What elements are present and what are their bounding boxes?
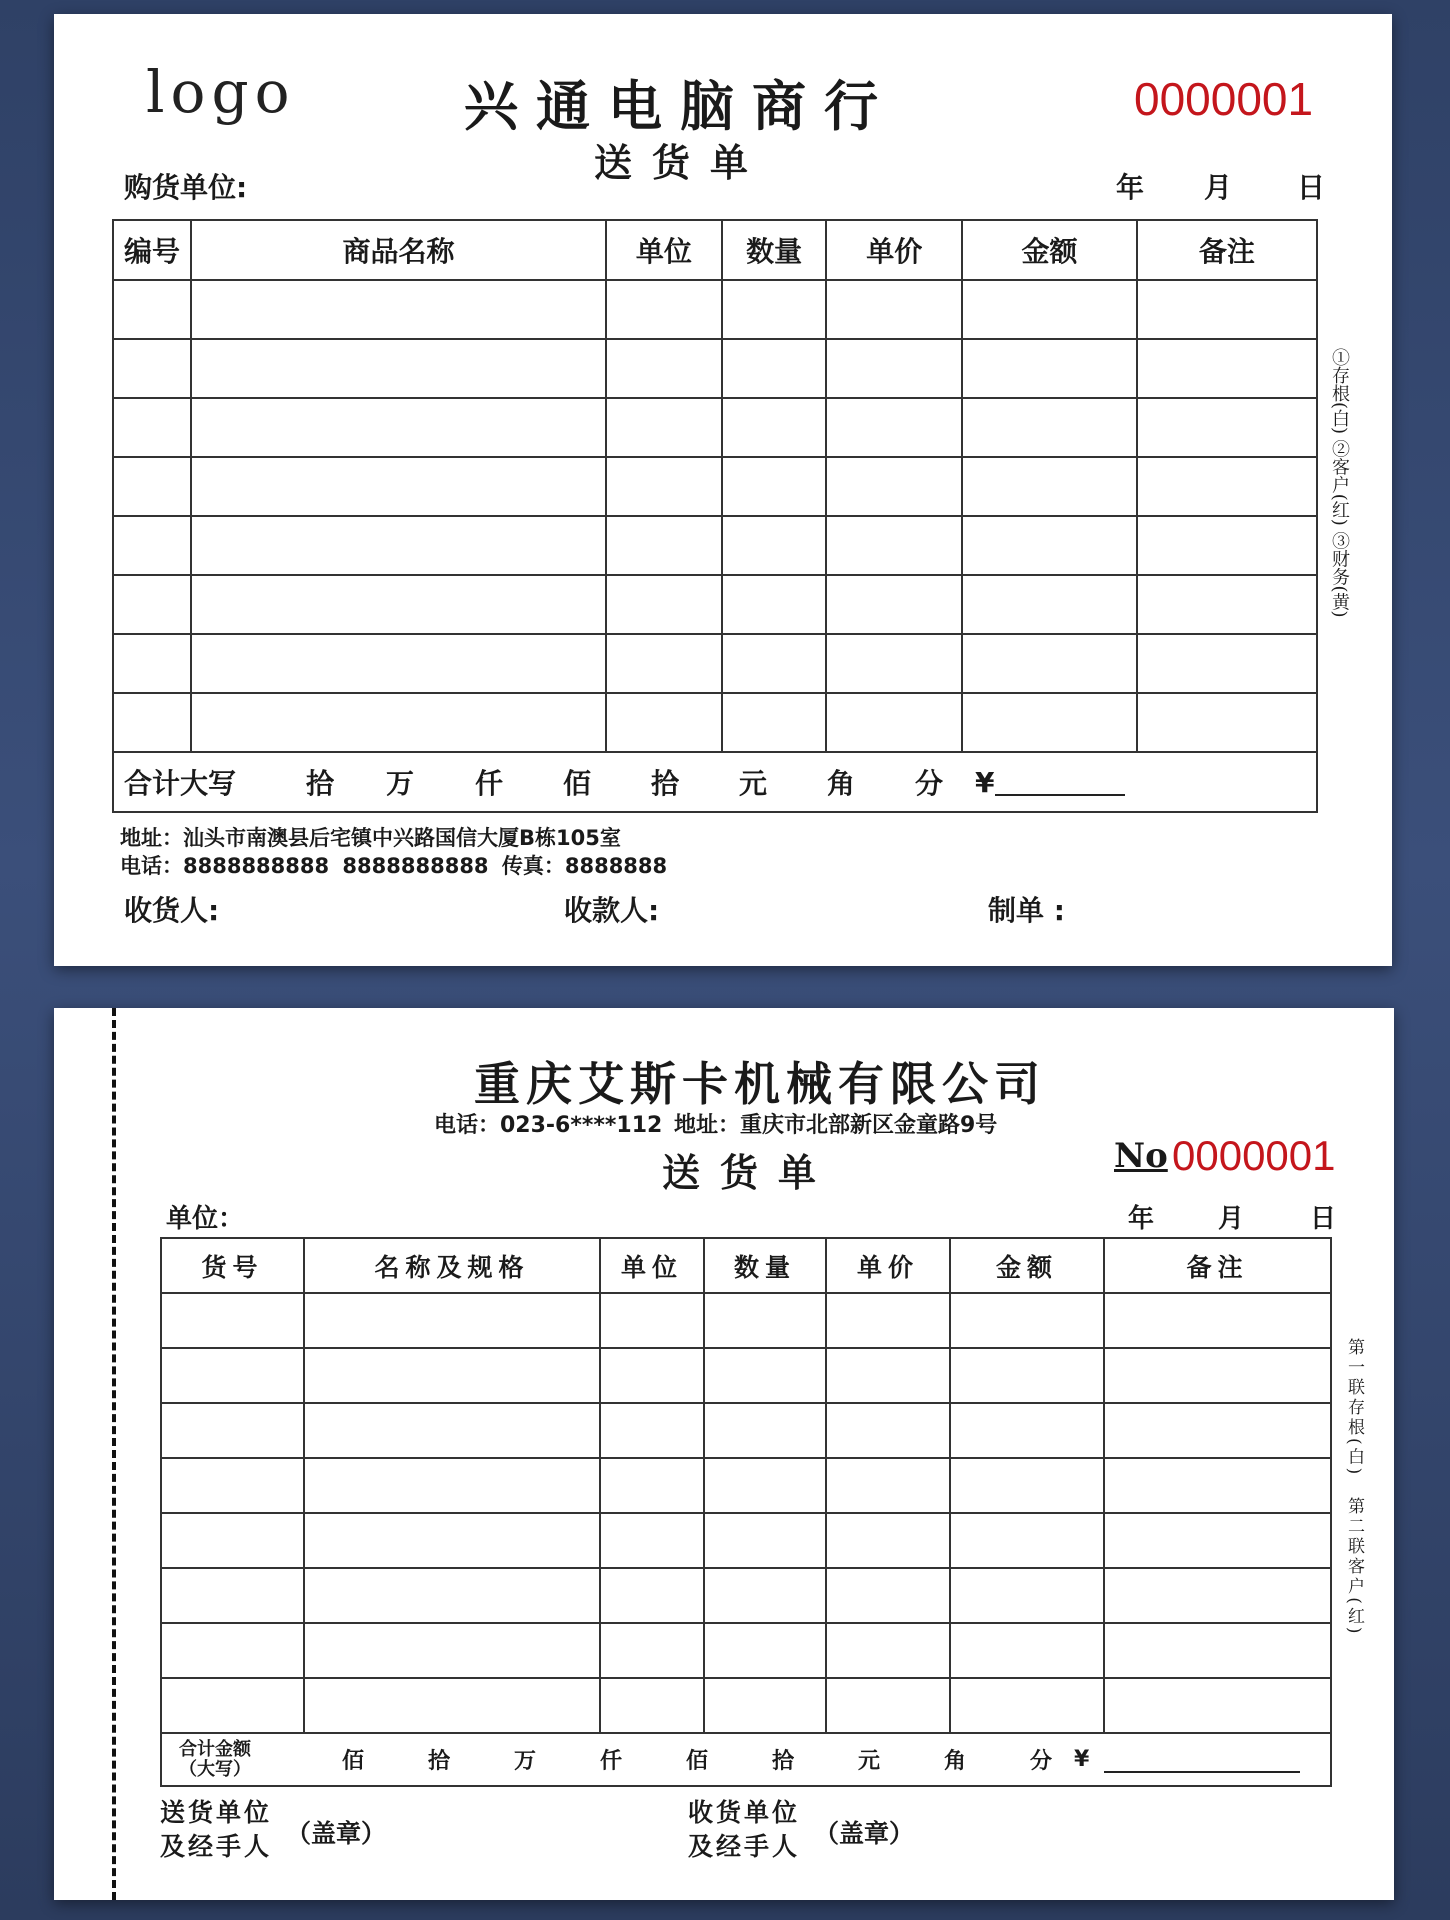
table-cell[interactable] bbox=[600, 1348, 704, 1403]
table-cell[interactable] bbox=[950, 1348, 1104, 1403]
table-cell[interactable] bbox=[191, 398, 606, 457]
yen-sign: ¥ bbox=[975, 765, 995, 799]
table-cell[interactable] bbox=[704, 1348, 826, 1403]
table-cell[interactable] bbox=[704, 1623, 826, 1678]
table-cell[interactable] bbox=[606, 516, 722, 575]
table-row bbox=[113, 634, 1317, 693]
number-label: No bbox=[1114, 1136, 1168, 1176]
table-cell[interactable] bbox=[1137, 339, 1317, 398]
table-cell[interactable] bbox=[161, 1348, 304, 1403]
table-cell[interactable] bbox=[606, 280, 722, 339]
total-unit-yuan: 元 bbox=[858, 1749, 881, 1774]
table-cell[interactable] bbox=[826, 280, 962, 339]
total-row bbox=[113, 752, 1317, 812]
table-cell[interactable] bbox=[304, 1293, 600, 1348]
table-cell[interactable] bbox=[161, 1568, 304, 1623]
table-cell[interactable] bbox=[600, 1678, 704, 1733]
table-cell[interactable] bbox=[600, 1568, 704, 1623]
table-cell[interactable] bbox=[950, 1458, 1104, 1513]
table-cell[interactable] bbox=[1104, 1348, 1331, 1403]
table-cell[interactable] bbox=[304, 1513, 600, 1568]
table-cell[interactable] bbox=[191, 634, 606, 693]
table-cell[interactable] bbox=[304, 1678, 600, 1733]
table-cell[interactable] bbox=[304, 1348, 600, 1403]
table-cell[interactable] bbox=[600, 1403, 704, 1458]
table-cell[interactable] bbox=[1104, 1568, 1331, 1623]
table-cell[interactable] bbox=[962, 398, 1136, 457]
total-unit-wan: 万 bbox=[514, 1749, 537, 1774]
table-cell[interactable] bbox=[161, 1623, 304, 1678]
table-row bbox=[113, 339, 1317, 398]
column-header-name-spec: 名称及规格 bbox=[304, 1238, 600, 1293]
column-header-product-name: 商品名称 bbox=[191, 220, 606, 280]
table-cell[interactable] bbox=[950, 1678, 1104, 1733]
total-unit-yuan: 元 bbox=[739, 767, 768, 800]
total-unit-fen: 分 bbox=[1030, 1749, 1053, 1774]
total-unit-qian: 仟 bbox=[475, 767, 504, 800]
table-cell[interactable] bbox=[950, 1293, 1104, 1348]
table-cell[interactable] bbox=[704, 1403, 826, 1458]
table-cell[interactable] bbox=[161, 1513, 304, 1568]
column-header-remarks: 备注 bbox=[1104, 1238, 1331, 1293]
table-cell[interactable] bbox=[113, 693, 191, 752]
table-cell[interactable] bbox=[962, 339, 1136, 398]
table-cell[interactable] bbox=[722, 280, 826, 339]
table-cell[interactable] bbox=[191, 339, 606, 398]
column-header-unit-price: 单价 bbox=[826, 1238, 950, 1293]
table-cell[interactable] bbox=[950, 1568, 1104, 1623]
table-cell[interactable] bbox=[950, 1403, 1104, 1458]
column-header-item-code: 货号 bbox=[161, 1238, 304, 1293]
receiver-label: 收货单位 及经手人 bbox=[688, 1798, 801, 1861]
table-cell[interactable] bbox=[600, 1513, 704, 1568]
table-cell[interactable] bbox=[722, 339, 826, 398]
total-amount-blank[interactable] bbox=[995, 768, 1125, 796]
table-cell[interactable] bbox=[1137, 280, 1317, 339]
date-year-label: 年 bbox=[1128, 1204, 1155, 1234]
total-unit-bai: 佰 bbox=[563, 767, 592, 800]
table-cell[interactable] bbox=[304, 1403, 600, 1458]
unit-label: 单位： bbox=[166, 1204, 245, 1234]
table-row bbox=[161, 1293, 1331, 1348]
table-cell[interactable] bbox=[113, 457, 191, 516]
goods-table bbox=[112, 219, 1318, 813]
receiver-label: 收货人: bbox=[124, 894, 220, 927]
table-cell[interactable] bbox=[826, 693, 962, 752]
table-cell[interactable] bbox=[826, 634, 962, 693]
table-row bbox=[161, 1678, 1331, 1733]
company-name: 重庆艾斯卡机械有限公司 bbox=[474, 1057, 1046, 1111]
table-cell[interactable] bbox=[826, 1293, 950, 1348]
table-cell[interactable] bbox=[722, 457, 826, 516]
table-row bbox=[113, 693, 1317, 752]
date-day-label: 日 bbox=[1297, 171, 1326, 204]
table-cell[interactable] bbox=[113, 575, 191, 634]
company-phone: 电话：8888888888 8888888888 传真：8888888 bbox=[120, 854, 668, 878]
table-cell[interactable] bbox=[113, 280, 191, 339]
table-cell[interactable] bbox=[1104, 1293, 1331, 1348]
table-cell[interactable] bbox=[1104, 1623, 1331, 1678]
maker-label: 制单 : bbox=[988, 894, 1065, 927]
table-cell[interactable] bbox=[606, 339, 722, 398]
table-cell[interactable] bbox=[1137, 634, 1317, 693]
column-header-amount: 金额 bbox=[962, 220, 1136, 280]
table-cell[interactable] bbox=[1137, 516, 1317, 575]
table-cell[interactable] bbox=[962, 575, 1136, 634]
copy-distribution-note: 第一联存根(白) 第二联客户(红) bbox=[1344, 1338, 1364, 1637]
table-row bbox=[161, 1458, 1331, 1513]
date-month-label: 月 bbox=[1204, 171, 1233, 204]
delivery-note-form-2 bbox=[54, 1008, 1394, 1900]
total-unit-bai-2: 佰 bbox=[686, 1749, 709, 1774]
total-row bbox=[161, 1733, 1331, 1786]
column-header-unit-price: 单价 bbox=[826, 220, 962, 280]
table-cell[interactable] bbox=[722, 693, 826, 752]
column-header-remarks: 备注 bbox=[1137, 220, 1317, 280]
column-header-quantity: 数量 bbox=[704, 1238, 826, 1293]
table-cell[interactable] bbox=[722, 575, 826, 634]
table-cell[interactable] bbox=[962, 634, 1136, 693]
table-cell[interactable] bbox=[606, 398, 722, 457]
table-cell[interactable] bbox=[826, 516, 962, 575]
table-cell[interactable] bbox=[826, 1678, 950, 1733]
table-cell[interactable] bbox=[826, 457, 962, 516]
table-cell[interactable] bbox=[826, 1568, 950, 1623]
table-cell[interactable] bbox=[606, 457, 722, 516]
table-row bbox=[161, 1568, 1331, 1623]
table-cell[interactable] bbox=[606, 634, 722, 693]
table-cell[interactable] bbox=[826, 1623, 950, 1678]
table-cell[interactable] bbox=[191, 575, 606, 634]
company-name: 兴通电脑商行 bbox=[464, 74, 896, 138]
company-contact: 电话：023-6****112 地址：重庆市北部新区金童路9号 bbox=[434, 1113, 998, 1138]
table-cell[interactable] bbox=[962, 457, 1136, 516]
table-row bbox=[161, 1348, 1331, 1403]
table-row bbox=[161, 1403, 1331, 1458]
cashier-label: 收款人: bbox=[564, 894, 660, 927]
total-unit-shi-2: 拾 bbox=[772, 1749, 795, 1774]
buyer-label: 购货单位: bbox=[124, 171, 248, 204]
table-cell[interactable] bbox=[722, 398, 826, 457]
table-cell[interactable] bbox=[1137, 457, 1317, 516]
total-unit-wan: 万 bbox=[386, 767, 415, 800]
table-row bbox=[113, 457, 1317, 516]
document-title: 送货单 bbox=[594, 140, 769, 185]
date-year-label: 年 bbox=[1116, 171, 1145, 204]
total-unit-qian: 仟 bbox=[600, 1749, 623, 1774]
column-header-amount: 金额 bbox=[950, 1238, 1104, 1293]
document-title: 送货单 bbox=[662, 1150, 837, 1195]
table-cell[interactable] bbox=[950, 1513, 1104, 1568]
table-cell[interactable] bbox=[161, 1678, 304, 1733]
table-cell[interactable] bbox=[826, 1513, 950, 1568]
table-cell[interactable] bbox=[113, 634, 191, 693]
column-header-quantity: 数量 bbox=[722, 220, 826, 280]
table-cell[interactable] bbox=[304, 1458, 600, 1513]
copy-distribution-note: ①存根(白) ②客户(红) ③财务(黄) bbox=[1329, 348, 1350, 618]
total-unit-fen: 分 bbox=[915, 767, 944, 800]
table-cell[interactable] bbox=[826, 1348, 950, 1403]
table-cell[interactable] bbox=[1104, 1403, 1331, 1458]
company-address: 地址：汕头市南澳县后宅镇中兴路国信大厦B栋105室 bbox=[120, 826, 621, 850]
table-cell[interactable] bbox=[113, 339, 191, 398]
table-cell[interactable] bbox=[191, 516, 606, 575]
table-cell[interactable] bbox=[704, 1568, 826, 1623]
delivery-note-form-1 bbox=[54, 14, 1392, 966]
table-cell[interactable] bbox=[304, 1568, 600, 1623]
table-cell[interactable] bbox=[191, 280, 606, 339]
receiver-seal-label: （盖章） bbox=[814, 1819, 915, 1848]
total-unit-jiao: 角 bbox=[827, 767, 856, 800]
table-cell[interactable] bbox=[113, 516, 191, 575]
table-cell[interactable] bbox=[1137, 693, 1317, 752]
total-unit-shi: 拾 bbox=[306, 767, 335, 800]
table-cell[interactable] bbox=[722, 634, 826, 693]
goods-table bbox=[160, 1237, 1332, 1787]
table-cell[interactable] bbox=[606, 575, 722, 634]
yen-sign: ¥ bbox=[1074, 1747, 1090, 1772]
total-label: 合计大写 bbox=[124, 767, 237, 800]
logo: logo bbox=[146, 58, 296, 126]
total-unit-shi: 拾 bbox=[428, 1749, 451, 1774]
total-unit-jiao: 角 bbox=[944, 1749, 967, 1774]
table-cell[interactable] bbox=[826, 339, 962, 398]
table-cell[interactable] bbox=[113, 398, 191, 457]
date-day-label: 日 bbox=[1310, 1204, 1337, 1234]
perforation-line bbox=[112, 1008, 116, 1900]
table-cell[interactable] bbox=[161, 1458, 304, 1513]
table-cell[interactable] bbox=[304, 1623, 600, 1678]
table-row bbox=[113, 516, 1317, 575]
table-row bbox=[113, 280, 1317, 339]
table-cell[interactable] bbox=[1137, 398, 1317, 457]
date-month-label: 月 bbox=[1218, 1204, 1245, 1234]
table-cell[interactable] bbox=[1104, 1513, 1331, 1568]
table-cell[interactable] bbox=[600, 1623, 704, 1678]
table-cell[interactable] bbox=[606, 693, 722, 752]
table-cell[interactable] bbox=[962, 516, 1136, 575]
table-cell[interactable] bbox=[704, 1678, 826, 1733]
table-cell[interactable] bbox=[161, 1293, 304, 1348]
table-cell[interactable] bbox=[1104, 1678, 1331, 1733]
total-amount-blank[interactable] bbox=[1104, 1747, 1300, 1773]
table-cell[interactable] bbox=[600, 1458, 704, 1513]
column-header-unit: 单位 bbox=[606, 220, 722, 280]
deliverer-label: 送货单位 及经手人 bbox=[160, 1798, 273, 1861]
table-cell[interactable] bbox=[826, 1403, 950, 1458]
table-cell[interactable] bbox=[600, 1293, 704, 1348]
serial-number: 0000001 bbox=[1134, 73, 1314, 125]
total-unit-shi-2: 拾 bbox=[651, 767, 680, 800]
table-cell[interactable] bbox=[962, 693, 1136, 752]
serial-number: 0000001 bbox=[1172, 1132, 1336, 1179]
table-cell[interactable] bbox=[161, 1403, 304, 1458]
table-row bbox=[113, 398, 1317, 457]
table-cell[interactable] bbox=[704, 1458, 826, 1513]
table-cell[interactable] bbox=[826, 1458, 950, 1513]
table-row bbox=[161, 1513, 1331, 1568]
table-cell[interactable] bbox=[704, 1513, 826, 1568]
table-row bbox=[113, 575, 1317, 634]
total-label: 合计金额（大写） bbox=[179, 1738, 251, 1780]
total-unit-bai: 佰 bbox=[342, 1749, 365, 1774]
table-cell[interactable] bbox=[1137, 575, 1317, 634]
table-cell[interactable] bbox=[826, 575, 962, 634]
column-header-number: 编号 bbox=[113, 220, 191, 280]
table-cell[interactable] bbox=[704, 1293, 826, 1348]
table-cell[interactable] bbox=[722, 516, 826, 575]
table-cell[interactable] bbox=[962, 280, 1136, 339]
column-header-unit: 单位 bbox=[600, 1238, 704, 1293]
table-cell[interactable] bbox=[191, 693, 606, 752]
table-cell[interactable] bbox=[826, 398, 962, 457]
table-row bbox=[161, 1623, 1331, 1678]
table-cell[interactable] bbox=[1104, 1458, 1331, 1513]
table-cell[interactable] bbox=[191, 457, 606, 516]
table-cell[interactable] bbox=[950, 1623, 1104, 1678]
deliverer-seal-label: （盖章） bbox=[286, 1819, 387, 1848]
